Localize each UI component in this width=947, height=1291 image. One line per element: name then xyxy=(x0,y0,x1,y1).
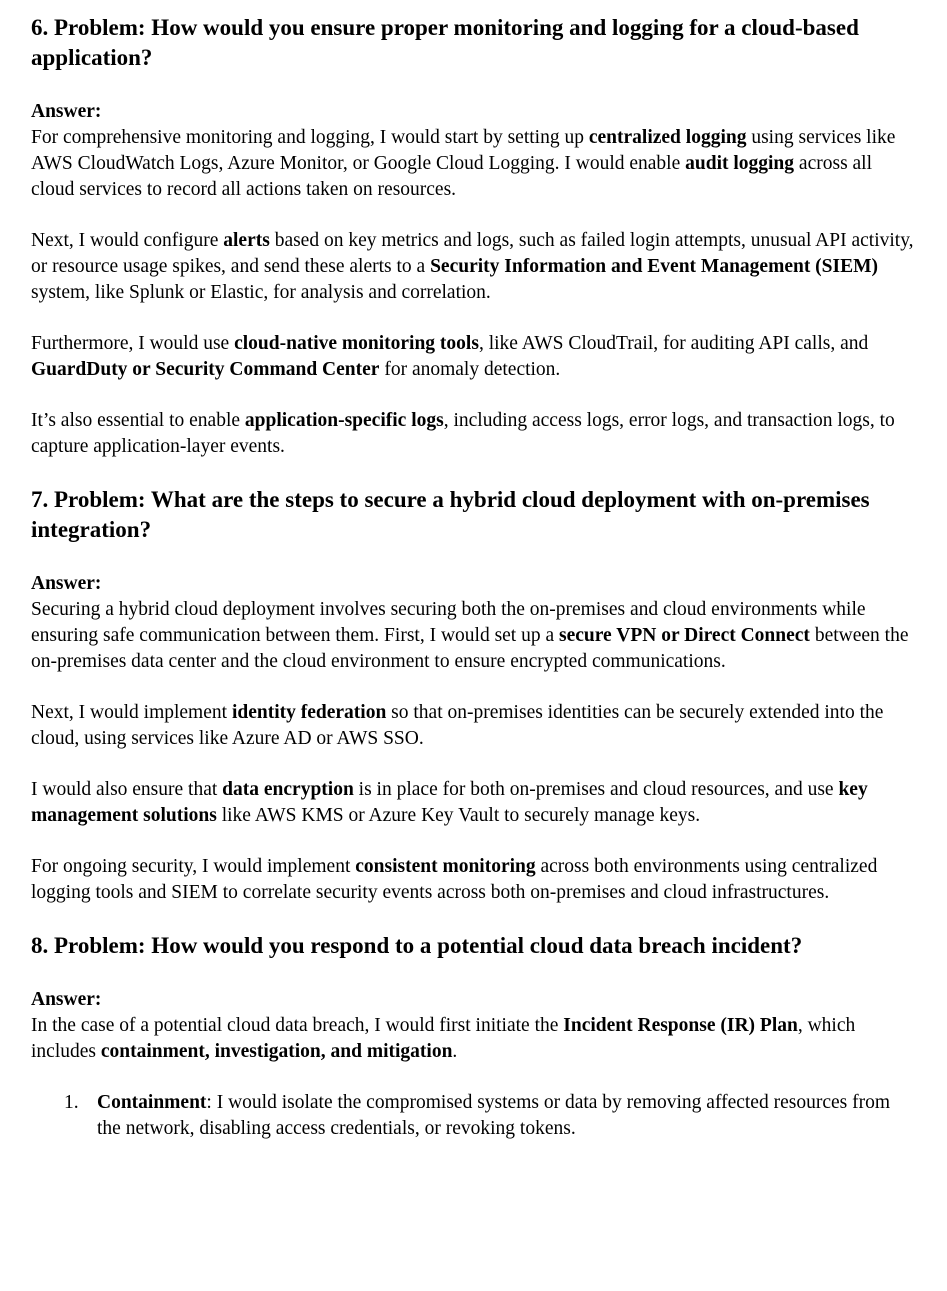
list-item-number: 1. xyxy=(64,1092,79,1113)
text-run: I would also ensure that xyxy=(31,779,223,800)
text-run: , like AWS CloudTrail, for auditing API calls, and xyxy=(478,333,869,354)
bold-text: Answer: xyxy=(31,989,102,1010)
bold-text: consistent monitoring xyxy=(355,856,536,877)
text-run: is in place for both on-premises and cloud resources, and use xyxy=(353,779,839,800)
bold-text: Incident Response (IR) Plan xyxy=(563,1015,798,1036)
text-run: using services like AWS CloudWatch Logs, Azure Monitor, or Google Cloud Logging. I would enable xyxy=(31,127,896,174)
text-run: based on key metrics and logs, such as failed login attempts, unusual API activity, or resource usage spikes, and send these alerts to a xyxy=(31,230,914,277)
bold-text: alerts xyxy=(223,230,270,251)
bold-text: centralized logging xyxy=(588,127,747,148)
text-run: Next, I would implement xyxy=(31,702,232,723)
bold-text: Answer: xyxy=(31,573,102,594)
bold-text: data encryption xyxy=(222,779,354,800)
text-run: Securing a hybrid cloud deployment involves securing both the on-premises and cloud environments while ensuring safe communication between them. First, I would set up a xyxy=(31,599,866,646)
bold-text: cloud-native monitoring tools xyxy=(234,333,479,354)
text-run: It’s also essential to enable xyxy=(31,410,245,431)
answer-label xyxy=(31,987,915,1013)
text-run: system, like Splunk or Elastic, for analysis and correlation. xyxy=(31,282,491,303)
bold-text: application-specific logs xyxy=(244,410,444,431)
bold-text: 7. Problem: What are the steps to secure a hybrid cloud deployment with on-premises integration? xyxy=(31,487,870,542)
text-run: across all cloud services to record all actions taken on resources. xyxy=(31,153,873,200)
text-run: between the on-premises data center and the cloud environment to ensure encrypted communications. xyxy=(31,625,909,672)
paragraph xyxy=(31,228,915,306)
text-run: like AWS KMS or Azure Key Vault to securely manage keys. xyxy=(216,805,701,826)
bold-text: Security Information and Event Management (SIEM) xyxy=(430,256,879,277)
section-heading xyxy=(31,485,915,545)
text-run: For ongoing security, I would implement xyxy=(31,856,356,877)
text-run: , which includes xyxy=(31,1015,856,1062)
paragraph xyxy=(31,700,915,752)
text-run: so that on-premises identities can be securely extended into the cloud, using services like Azure AD or AWS SSO. xyxy=(31,702,884,749)
paragraph xyxy=(31,597,915,675)
answer-label xyxy=(31,99,915,125)
paragraph xyxy=(31,1013,915,1065)
numbered-list-item xyxy=(64,1090,915,1142)
answer-label xyxy=(31,571,915,597)
bold-text: identity federation xyxy=(231,702,387,723)
bold-text: Containment xyxy=(97,1092,207,1113)
text-run: , including access logs, error logs, and transaction logs, to capture application-layer events. xyxy=(31,410,895,457)
section-heading xyxy=(31,13,915,73)
text-run: In the case of a potential cloud data breach, I would first initiate the xyxy=(31,1015,564,1036)
section-heading xyxy=(31,931,915,961)
bold-text: secure VPN or Direct Connect xyxy=(559,625,810,646)
bold-text: key management solutions xyxy=(31,779,868,826)
text-run: For comprehensive monitoring and logging, I would start by setting up xyxy=(31,127,589,148)
paragraph xyxy=(31,331,915,383)
paragraph xyxy=(31,777,915,829)
text-run: Furthermore, I would use xyxy=(31,333,235,354)
bold-text: audit logging xyxy=(685,153,795,174)
text-run: : I would isolate the compromised systems or data by removing affected resources from the network, disabling access credentials, or revoking tokens. xyxy=(97,1092,890,1139)
text-run: . xyxy=(452,1041,458,1062)
document-body xyxy=(31,13,915,1142)
bold-text: GuardDuty or Security Command Center xyxy=(31,359,380,380)
list-item-text xyxy=(97,1090,915,1142)
text-run: across both environments using centralized logging tools and SIEM to correlate security events across both on-premises and cloud infrastructures. xyxy=(31,856,878,903)
paragraph xyxy=(31,408,915,460)
bold-text: containment, investigation, and mitigation xyxy=(100,1041,453,1062)
text-run: Next, I would configure xyxy=(31,230,224,251)
bold-text: 8. Problem: How would you respond to a potential cloud data breach incident? xyxy=(31,933,803,958)
bold-text: Answer: xyxy=(31,101,102,122)
paragraph xyxy=(31,854,915,906)
text-run: for anomaly detection. xyxy=(379,359,561,380)
paragraph xyxy=(31,125,915,203)
bold-text: 6. Problem: How would you ensure proper monitoring and logging for a cloud-based application? xyxy=(31,15,859,70)
